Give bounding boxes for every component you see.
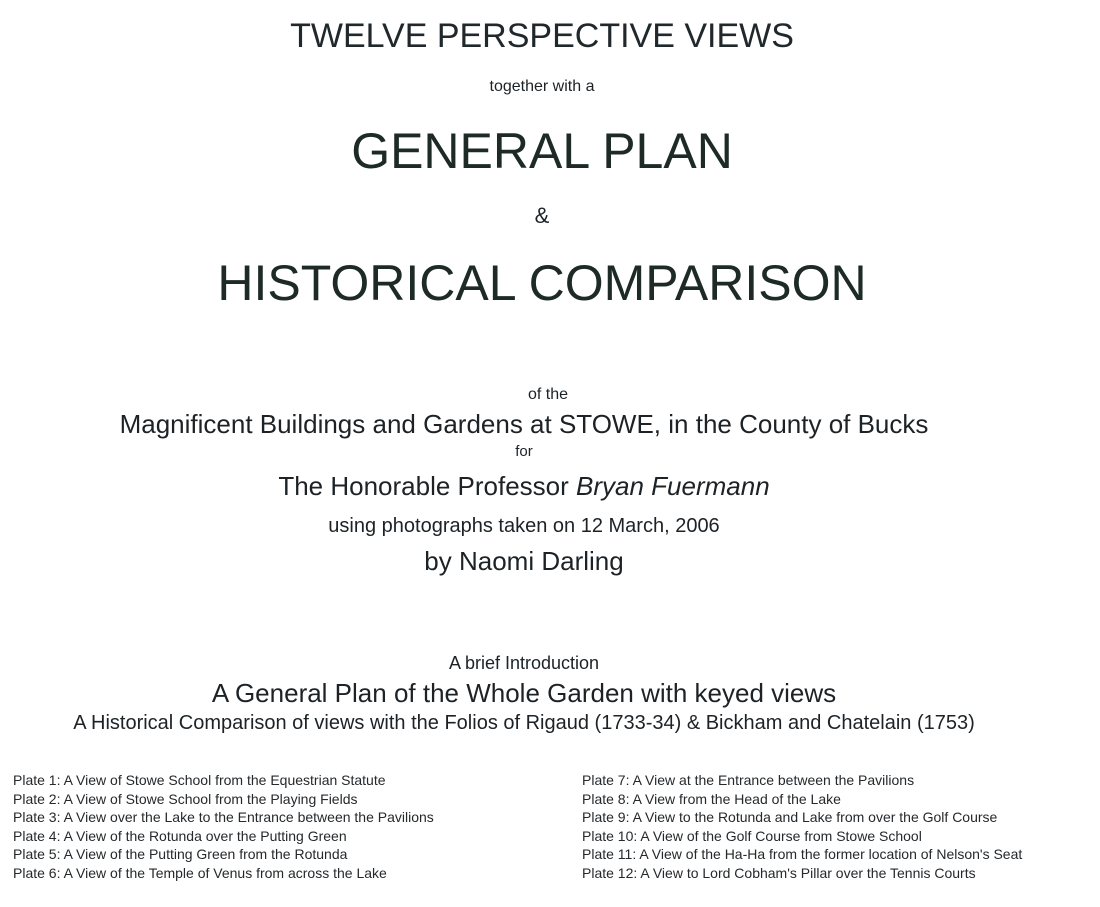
of-the-text: of the	[527, 386, 569, 403]
title-historical-comparison: HISTORICAL COMPARISON	[217, 255, 867, 311]
plate-item: Plate 8: A View from the Head of the Lake	[582, 790, 841, 807]
contents-intro: A brief Introduction	[448, 653, 600, 673]
plate-item: Plate 10: A View of the Golf Course from Stowe School	[582, 827, 922, 844]
plate-item: Plate 5: A View of the Putting Green from the Rotunda	[13, 846, 348, 863]
plate-item: Plate 2: A View of Stowe School from the Playing Fields	[13, 790, 358, 807]
contents-historical-comparison: A Historical Comparison of views with the Folios of Rigaud (1733-34) & Bickham and Chatelain (1753)	[73, 712, 975, 734]
plate-item: Plate 11: A View of the Ha-Ha from the former location of Nelson's Seat	[582, 846, 1023, 863]
contents-general-plan: A General Plan of the Whole Garden with keyed views	[211, 678, 837, 708]
plate-item: Plate 7: A View at the Entrance between the Pavilions	[582, 772, 915, 788]
plate-item: Plate 12: A View to Lord Cobham's Pillar over the Tennis Courts	[582, 864, 976, 881]
title-twelve-perspective-views: TWELVE PERSPECTIVE VIEWS	[290, 17, 794, 55]
plate-item: Plate 4: A View of the Rotunda over the Putting Green	[13, 827, 347, 844]
recipient-line	[0, 473, 1074, 499]
plate-item: Plate 9: A View to the Rotunda and Lake from over the Golf Course	[582, 809, 998, 826]
for-text: for	[515, 443, 533, 460]
recipient-name: Bryan Fuermann	[576, 471, 770, 501]
together-with-text: together with a	[489, 78, 595, 95]
plates-list-left	[13, 771, 434, 883]
plate-item: Plate 3: A View over the Lake to the Entrance between the Pavilions	[13, 809, 434, 826]
ampersand: &	[534, 203, 550, 228]
photo-note: using photographs taken on 12 March, 2006	[328, 515, 720, 537]
author-line: by Naomi Darling	[424, 546, 624, 576]
location-line: Magnificent Buildings and Gardens at STOWE, in the County of Bucks	[119, 409, 929, 439]
title-general-plan: GENERAL PLAN	[351, 123, 733, 179]
recipient-prefix: The Honorable Professor	[278, 471, 577, 501]
plate-item: Plate 6: A View of the Temple of Venus from across the Lake	[13, 864, 387, 881]
plates-list-right	[582, 771, 1022, 883]
plate-item: Plate 1: A View of Stowe School from the Equestrian Statute	[13, 772, 386, 788]
